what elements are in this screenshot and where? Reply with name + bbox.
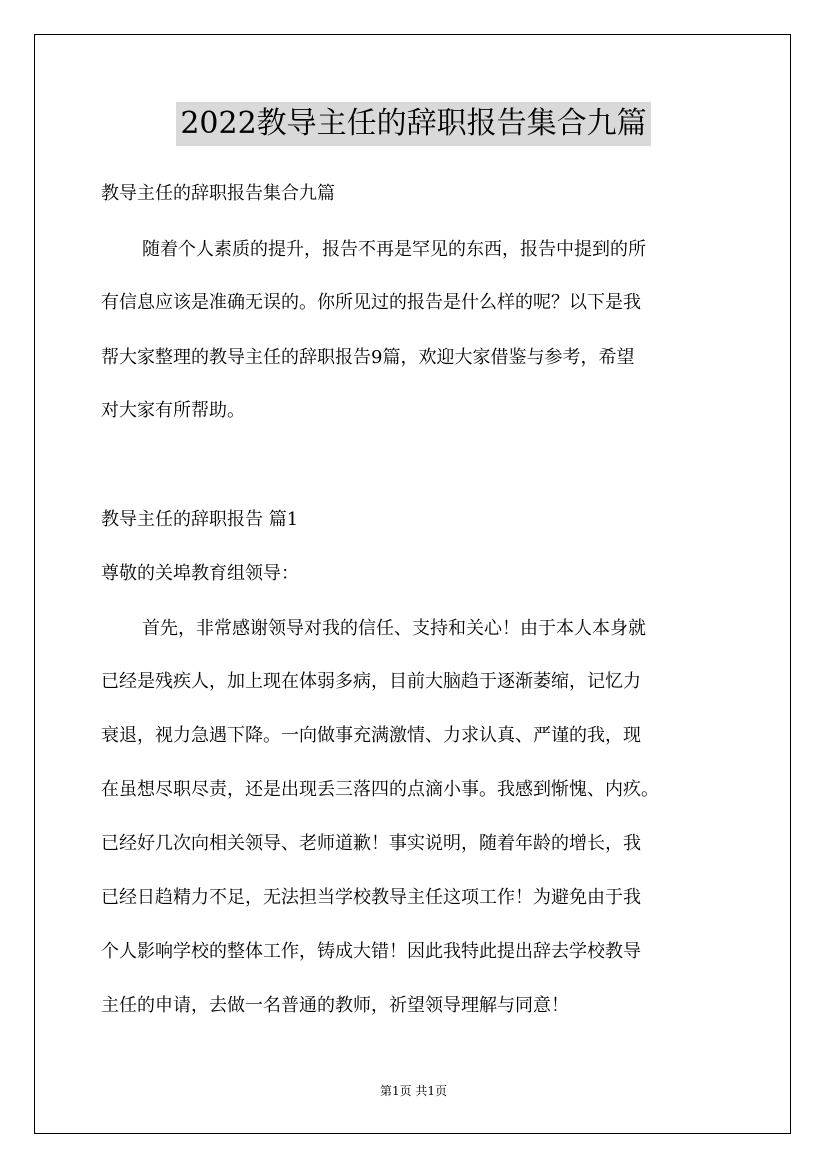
section-heading: 教导主任的辞职报告 篇1 bbox=[101, 509, 299, 530]
salutation: 尊敬的关埠教育组领导： bbox=[101, 563, 299, 584]
page-footer: 第1页 共1页 bbox=[379, 1084, 448, 1098]
body-line: 个人影响学校的整体工作，铸成大错！因此我特此提出辞去学校教导 bbox=[101, 941, 641, 962]
intro-line: 帮大家整理的教导主任的辞职报告9篇，欢迎大家借鉴与参考，希望 bbox=[101, 347, 635, 368]
document-subtitle: 教导主任的辞职报告集合九篇 bbox=[101, 183, 335, 204]
intro-line: 有信息应该是准确无误的。你所见过的报告是什么样的呢？以下是我 bbox=[101, 292, 641, 313]
body-line: 已经是残疾人，加上现在体弱多病，目前大脑趋于逐渐萎缩，记忆力 bbox=[101, 671, 641, 692]
body-line: 主任的申请，去做一名普通的教师，祈望领导理解与同意！ bbox=[101, 995, 569, 1016]
intro-line: 对大家有所帮助。 bbox=[101, 400, 245, 421]
intro-line: 随着个人素质的提升，报告不再是罕见的东西，报告中提到的所 bbox=[142, 239, 646, 260]
document-title: 2022教导主任的辞职报告集合九篇 bbox=[176, 102, 650, 146]
body-line: 已经日趋精力不足，无法担当学校教导主任这项工作！为避免由于我 bbox=[101, 887, 641, 908]
body-line: 在虽想尽职尽责，还是出现丢三落四的点滴小事。我感到惭愧、内疚。 bbox=[101, 779, 659, 800]
body-line: 衰退，视力急遇下降。一向做事充满激情、力求认真、严谨的我，现 bbox=[101, 725, 641, 746]
title-container bbox=[0, 102, 827, 146]
body-line: 已经好几次向相关领导、老师道歉！事实说明，随着年龄的增长，我 bbox=[101, 833, 641, 854]
body-line: 首先，非常感谢领导对我的信任、支持和关心！由于本人本身就 bbox=[142, 618, 646, 639]
